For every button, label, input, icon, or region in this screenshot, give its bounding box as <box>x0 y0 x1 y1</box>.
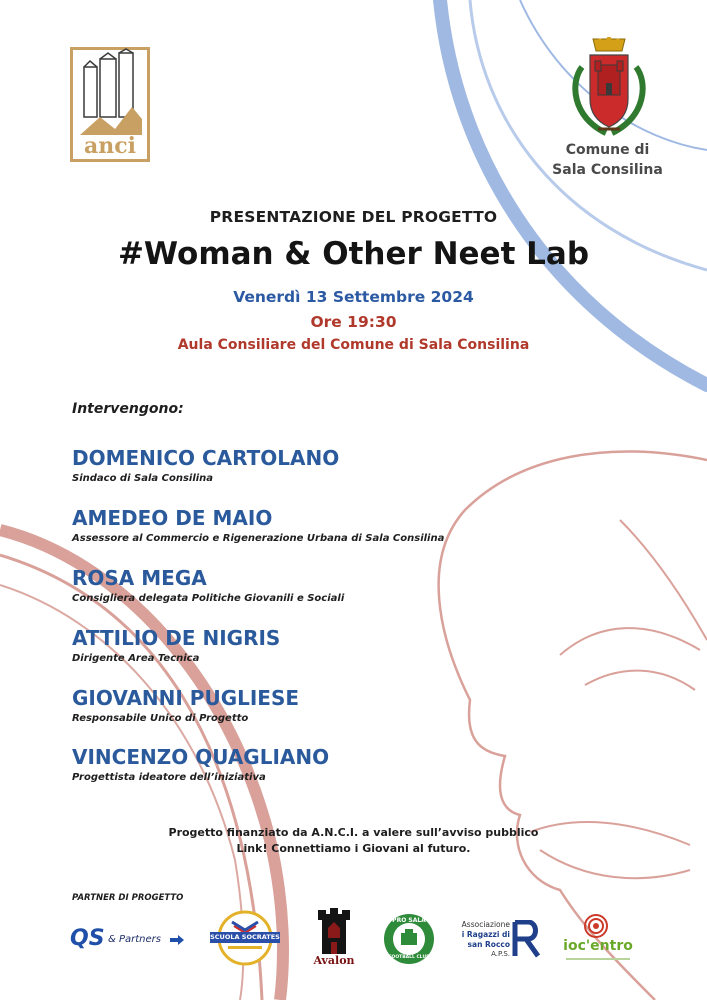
comune-crest <box>568 37 650 143</box>
event-time: Ore 19:30 <box>310 313 397 331</box>
avalon-logo-text: Avalon <box>313 954 355 967</box>
speaker-item <box>72 446 339 484</box>
ragazzi-line4: A.P.S. <box>491 950 510 958</box>
partner-logo-avalon <box>310 908 358 968</box>
partner-logo-iocentro <box>558 912 638 970</box>
speaker-item <box>72 506 444 544</box>
speaker-role: Responsabile Unico di Progetto <box>72 713 249 724</box>
ragazzi-line3: san Rocco <box>467 940 510 949</box>
speakers-label: Intervengono: <box>72 401 184 417</box>
prosala-logo-top: PRO SALA <box>392 917 426 924</box>
speaker-name: ROSA MEGA <box>72 566 207 590</box>
comune-name <box>535 140 680 180</box>
speaker-name: ATTILIO DE NIGRIS <box>72 626 281 650</box>
speaker-item <box>72 686 299 724</box>
event-venue: Aula Consiliare del Comune di Sala Consilina <box>177 337 530 353</box>
speaker-item <box>72 626 280 664</box>
event-date: Venerdì 13 Settembre 2024 <box>233 288 474 306</box>
qs-partners-text: & Partners <box>108 934 161 945</box>
arrow-right-icon <box>170 935 184 945</box>
ragazzi-line2: i Ragazzi di <box>461 930 510 939</box>
funding-note <box>0 825 707 857</box>
comune-name-line1: Comune di <box>565 142 650 158</box>
target-icon <box>584 914 608 938</box>
iocentro-logo-text: ioc'entro <box>563 938 633 954</box>
speaker-name: AMEDEO DE MAIO <box>72 506 273 530</box>
speaker-name: VINCENZO QUAGLIANO <box>72 745 330 769</box>
comune-name-line2: Sala Consilina <box>552 162 663 178</box>
funding-line1: Progetto finanziato da A.N.C.I. a valere sull’avviso pubblico <box>168 826 539 839</box>
face-eye <box>585 671 695 690</box>
partner-logo-prosala <box>383 913 435 965</box>
speaker-name: GIOVANNI PUGLIESE <box>72 686 300 710</box>
speaker-item <box>72 566 344 604</box>
speaker-item <box>72 745 329 783</box>
event-title: #Woman & Other Neet Lab <box>117 236 590 272</box>
presentation-label: PRESENTAZIONE DEL PROGETTO <box>209 208 498 226</box>
prosala-logo-bottom: FOOTBALL CLUB <box>388 955 430 960</box>
face-cheek <box>620 520 707 640</box>
partner-logo-qs <box>70 926 185 954</box>
iocentro-underline <box>566 958 630 960</box>
speaker-role: Consigliera delegata Politiche Giovanili e Sociali <box>72 593 345 604</box>
ragazzi-r-icon <box>512 920 542 958</box>
speaker-role: Assessore al Commercio e Rigenerazione Urbana di Sala Consilina <box>72 533 445 544</box>
anci-logo-text: anci <box>83 133 136 159</box>
anci-logo <box>70 47 150 166</box>
partners-label: PARTNER DI PROGETTO <box>72 893 184 903</box>
partner-logo-socrates <box>210 910 280 966</box>
ragazzi-line1: Associazione <box>461 920 510 929</box>
speaker-role: Progettista ideatore dell’iniziativa <box>72 772 266 783</box>
speaker-role: Dirigente Area Tecnica <box>72 653 200 664</box>
qs-logo-text: QS <box>70 926 105 951</box>
speaker-role: Sindaco di Sala Consilina <box>72 473 214 484</box>
speaker-name: DOMENICO CARTOLANO <box>72 446 340 470</box>
funding-line2: Link! Connettiamo i Giovani al futuro. <box>236 842 471 855</box>
partner-logo-ragazzi <box>454 918 544 962</box>
socrates-logo-text: SCUOLA SOCRATES <box>210 933 280 941</box>
face-brow <box>560 628 700 655</box>
